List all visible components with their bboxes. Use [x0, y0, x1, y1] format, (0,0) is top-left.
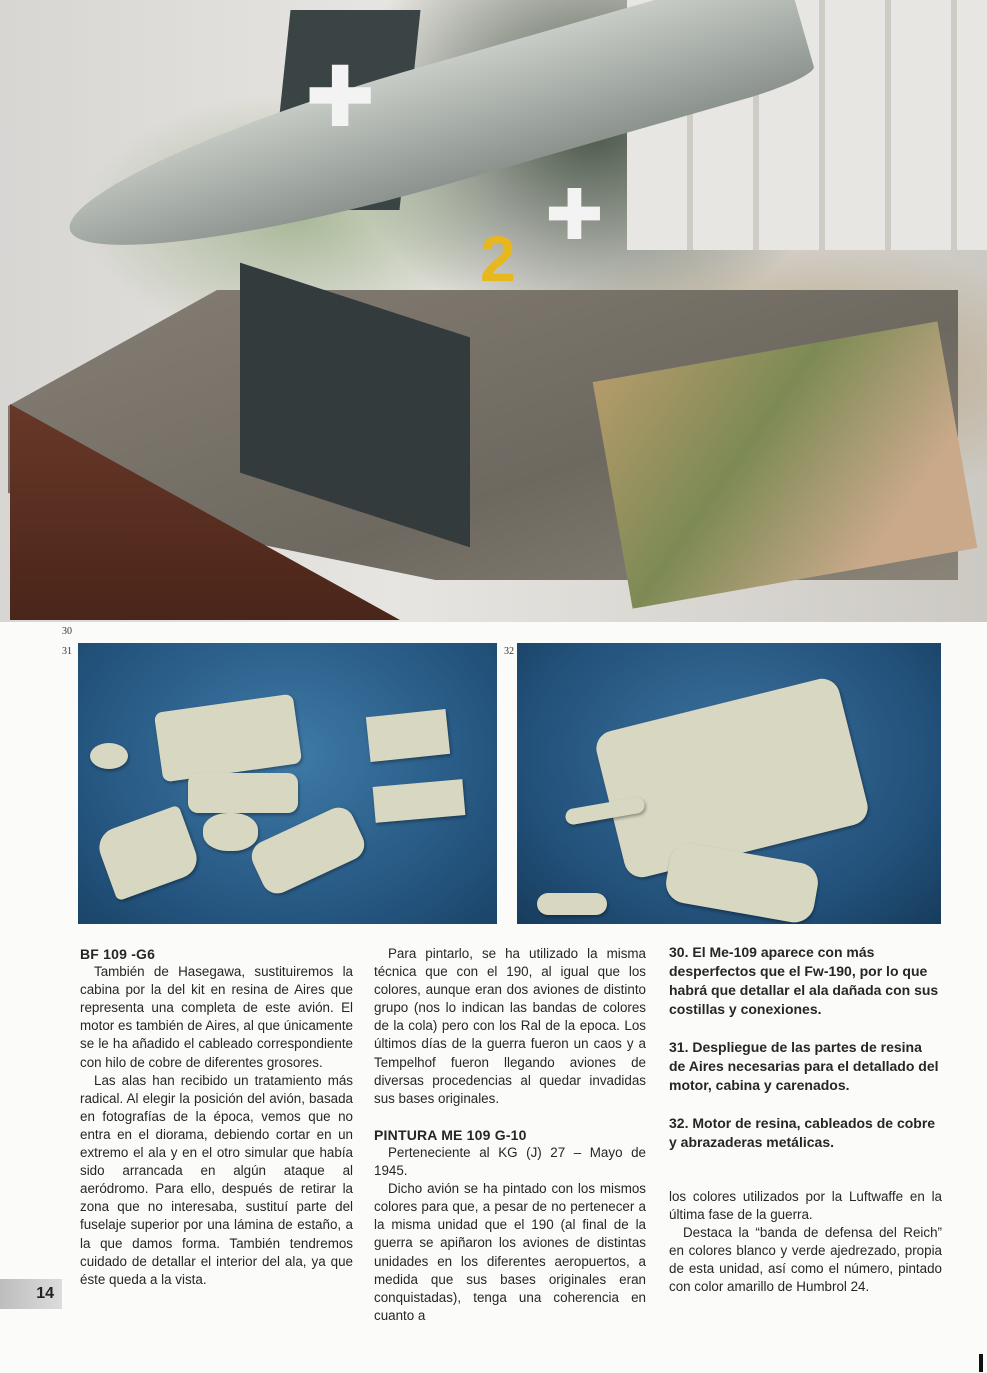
resin-cover-part: [203, 813, 258, 851]
paragraph: Las alas han recibido un tratamiento más radical. Al elegir la posición del avión, basada en fotografías de la época, vemos que no entra en el diorama, debiendo cortar en un extremo el ala y en el otro simular que había sido arrancada en algún ataque al aeródromo. Para ello, después de retirar la zona que no interesaba, sustituí parte del fuselaje superior por una lámina de estaño, a la que damos forma. También tendremos cuidado de detallar el interior del ala, ya que éste queda a la vista.: [80, 1072, 353, 1287]
resin-ring-part: [90, 743, 128, 769]
balkenkreuz-marking: ✚: [305, 50, 376, 144]
figure-label-30: 30: [62, 626, 72, 637]
resin-small-part: [537, 893, 607, 915]
paragraph: Dicho avión se ha pintado con los mismos colores para que, a pesar de no pertenecer a la misma unidad que el 190 (al final de la guerra se apiñaron los aviones de distintas unidades en los diferentes aeropuertos, a medida que sus bases originales eran conquistadas), tenga una coherencia en cuanto a: [374, 1181, 646, 1323]
figure-label-32: 32: [504, 646, 514, 657]
resin-cockpit-part: [366, 709, 450, 762]
resin-engine-photo: [517, 643, 941, 924]
paragraph: los colores utilizados por la Luftwaffe en la última fase de la guerra.: [669, 1189, 942, 1223]
article-column-2: [374, 945, 646, 1325]
section-heading-pintura: PINTURA ME 109 G-10: [374, 1126, 527, 1143]
page-number: 14: [0, 1279, 62, 1309]
resin-panel-part: [188, 773, 298, 813]
resin-cowling-piece: [663, 840, 821, 924]
article-column-1: [80, 945, 353, 1289]
resin-floor-part: [373, 779, 466, 823]
diorama-photo: [0, 0, 987, 622]
caption-31: 31. Despliegue de las partes de resina de Aires necesarias para el detallado del motor, cabina y carenados.: [669, 1039, 939, 1093]
resin-parts-photo: [78, 643, 497, 924]
captions-column: [669, 943, 942, 1171]
section-heading-bf109: BF 109 -G6: [80, 946, 156, 962]
caption-32: 32. Motor de resina, cableados de cobre y abrazaderas metálicas.: [669, 1115, 936, 1150]
page-edge-mark: [979, 1354, 983, 1372]
paragraph: Destaca la “banda de defensa del Reich” en colores blanco y verde ajedrezado, propia de esta unidad, así como el número, pintado con color amarillo de Humbrol 24.: [669, 1225, 942, 1295]
caption-30: 30. El Me-109 aparece con más desperfectos que el Fw-190, por lo que habrá que detallar el ala dañada con sus costillas y conexiones.: [669, 944, 939, 1017]
paragraph: Para pintarlo, se ha utilizado la misma técnica que con el 190, al igual que los colores, aunque eran dos aviones de distinto grupo (nos lo indican las bandas de colores de la cola) pero con los Ral de la epoca. Los últimos días de la guerra fueron un caos y a Tempelhof fueron llegando aviones de diversas procedencias al quedar invadidas sus bases originales.: [374, 946, 646, 1106]
paragraph: Perteneciente al KG (J) 27 – Mayo de 1945.: [374, 1144, 646, 1179]
paragraph: También de Hasegawa, sustituiremos la cabina por la del kit en resina de Aires que representa una completa de este avión. El motor es también de Aires, al que únicamente se le ha añadido el cableado correspondiente con hilo de cobre de diferentes grosores.: [80, 964, 353, 1070]
figure-label-31: 31: [62, 646, 72, 657]
resin-cowling-right: [247, 802, 370, 898]
article-column-3: [669, 1188, 942, 1297]
aircraft-number-marking: 2: [480, 223, 516, 295]
resin-cowling-left: [94, 805, 203, 902]
balkenkreuz-marking-fuselage: ✚: [545, 176, 604, 254]
resin-engine-part: [154, 694, 302, 783]
